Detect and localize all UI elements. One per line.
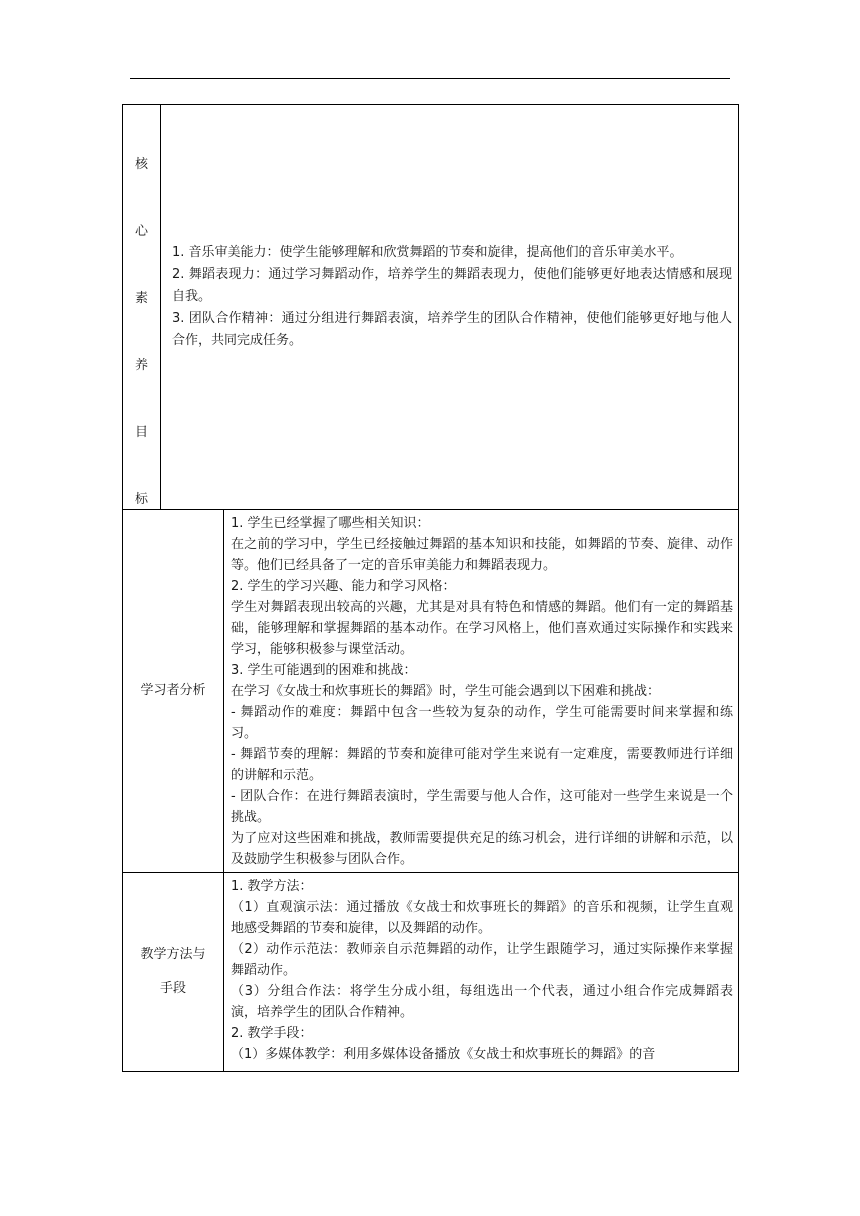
paragraph: 为了应对这些困难和挑战，教师需要提供充足的练习机会，进行详细的讲解和示范，以及鼓励学生积极参与团队合作。 [231,831,733,867]
core-literacy-row [123,105,739,510]
paragraph: 在之前的学习中，学生已经接触过舞蹈的基本知识和技能，如舞蹈的节奏、旋律、动作等。他们已经具备了一定的音乐审美能力和舞蹈表现力。 [231,537,733,573]
learner-analysis-content [224,510,739,873]
teaching-methods-row [123,873,739,1072]
teaching-methods-label-line1: 教学方法与 [140,947,206,962]
paragraph: （2）动作示范法：教师亲自示范舞蹈的动作，让学生跟随学习，通过实际操作来掌握舞蹈动作。 [231,942,733,978]
paragraph: （1）直观演示法：通过播放《女战士和炊事班长的舞蹈》的音乐和视频，让学生直观地感受舞蹈的节奏和旋律，以及舞蹈的动作。 [231,900,733,936]
paragraph: 2. 学生的学习兴趣、能力和学习风格： [231,579,456,594]
paragraph: （3）分组合作法：将学生分成小组，每组选出一个代表，通过小组合作完成舞蹈表演，培养学生的团队合作精神。 [231,984,733,1020]
header-rule [130,78,730,79]
paragraph: 学生对舞蹈表现出较高的兴趣，尤其是对具有特色和情感的舞蹈。他们有一定的舞蹈基础，能够理解和掌握舞蹈的基本动作。在学习风格上，他们喜欢通过实际操作和实践来学习，能够积极参与课堂活动。 [231,600,733,657]
paragraph: 在学习《女战士和炊事班长的舞蹈》时，学生可能会遇到以下困难和挑战： [231,684,661,699]
paragraph: 1. 教学方法： [231,879,313,894]
core-literacy-label [123,105,161,510]
teaching-methods-label [123,873,224,1072]
learner-analysis-label-text: 学习者分析 [140,683,206,698]
label-char: 核 [134,157,148,172]
paragraph: - 舞蹈节奏的理解：舞蹈的节奏和旋律可能对学生来说有一定难度，需要教师进行详细的讲解和示范。 [231,747,733,783]
label-char: 心 [134,224,148,239]
teaching-methods-content [224,873,739,1072]
label-char: 养 [134,358,148,373]
label-char: 标 [134,492,148,507]
paragraph: 3. 学生可能遇到的困难和挑战： [231,663,417,678]
paragraph: （1）多媒体教学：利用多媒体设备播放《女战士和炊事班长的舞蹈》的音 [231,1047,656,1062]
core-literacy-content [161,105,739,510]
teaching-methods-label-line2: 手段 [159,981,186,996]
paragraph: 1. 学生已经掌握了哪些相关知识： [231,516,430,531]
paragraph: - 舞蹈动作的难度：舞蹈中包含一些较为复杂的动作，学生可能需要时间来掌握和练习。 [231,705,733,741]
label-char: 目 [134,425,148,440]
paragraph: - 团队合作：在进行舞蹈表演时，学生需要与他人合作，这可能对一些学生来说是一个挑战。 [231,789,733,825]
paragraph: 2. 教学手段： [231,1026,313,1041]
goal-item: 1. 音乐审美能力：使学生能够理解和欣赏舞蹈的节奏和旋律，提高他们的音乐审美水平。 [172,245,683,260]
learner-analysis-row [123,510,739,873]
learner-analysis-label [123,510,224,873]
goal-item: 2. 舞蹈表现力：通过学习舞蹈动作，培养学生的舞蹈表现力，使他们能够更好地表达情感和展现自我。 [172,267,732,304]
label-char: 素 [134,291,148,306]
goal-item: 3. 团队合作精神：通过分组进行舞蹈表演，培养学生的团队合作精神，使他们能够更好地与他人合作，共同完成任务。 [172,311,732,348]
lesson-plan-table [122,104,739,1072]
